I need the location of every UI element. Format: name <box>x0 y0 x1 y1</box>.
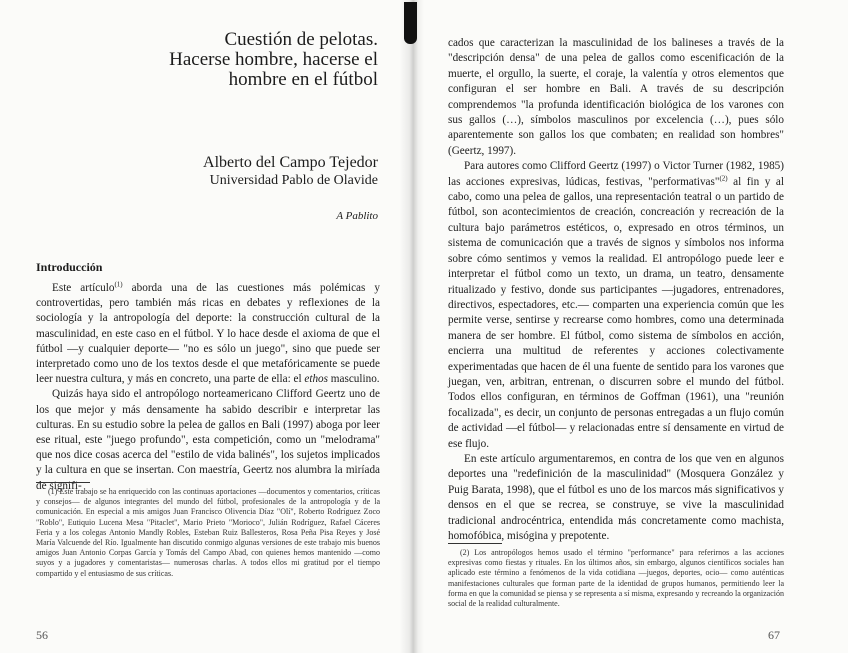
footnote-ref: (2) <box>719 173 728 182</box>
dedication: A Pablito <box>336 210 378 222</box>
footnote-text: (2) Los antropólogos hemos usado el término "performance" para referirnos a las acciones expresivas como fiestas y rituales. En los últimos años, sin embargo, algunos científicos sociales han aplicado este término a fenómenos de la vida cotidiana —juegos, deportes, ocio— como auténticas manifestaciones culturales que forman parte de la identidad de grupos humanos, permitiendo leer la forma en que la comunidad se piensa y se representa a sí misma, expresando y recreando la organización social de la realidad culturalmente. <box>448 548 784 609</box>
footnote <box>448 548 784 609</box>
paragraph-text: Este artículo <box>52 282 115 294</box>
page-number: 67 <box>768 628 780 642</box>
footnote-rule <box>448 543 502 544</box>
paragraph-text: masculino. <box>328 373 380 386</box>
paragraph: Quizás haya sido el antropólogo norteamericano Clifford Geertz uno de los que mejor y más densamente ha sabido describir e interpretar las culturas. En su estudio sobre la pelea de gallos en Bali (1997) aboga por leer ese ritual, este "juego profundo", esta competición, como un "melodrama" que nos dice cosas acerca del "estilo de vida balinés", los sujetos implicados y la cultura en que se insertan. Con maestría, Geertz nos alumbra la miríada de signifi- <box>36 388 380 492</box>
title-line-1: Cuestión de pelotas. <box>224 29 378 50</box>
right-body-text <box>448 36 784 544</box>
footnote-text: (1) Este trabajo se ha enriquecido con las continuas aportaciones —documentos y comentarios, críticas y consejos— de algunos integrantes del mundo del fútbol, profesionales de la antropología y de la comunicación. En especial a mis amigos Juan Francisco Olivencia Díaz "Olí", Roberto Rodríguez Zoco "Roblo", Eutiquio Lucena Mesa "Pitaclet", Mario Prieto "Morioco", Julián Rodríguez, Rafael Cáceres Feria y a los colegas Antonio Mandly Robles, Esteban Ruiz Ballesteros, Rosa Peña Pisa Reyes y José María Valcuende del Río. Igualmente han discutido conmigo algunas versiones de este trabajo mis buenos amigos Juan Antonio Corpas García y Tomás del Campo Abad, con quienes hemos mantenido —como suyos y a jugadores y comentaristas— numerosas charlas. A todos ellos mi gratitud por el tiempo compartido y el entusiasmo de sus críticas. <box>36 487 380 578</box>
emphasis-text: ethos <box>304 373 328 386</box>
title-line-3: hombre en el fútbol <box>228 69 378 90</box>
byline <box>150 154 378 189</box>
left-page <box>0 0 410 653</box>
paragraph: cados que caracterizan la masculinidad de los balineses a través de la "descripción densa" de una pelea de gallos como escenificación de la muerte, el orgullo, la suerte, el coraje, la valentía y otros elementos que configuran el ser hombre en Bali. A través de su descripción comprendemos "la profunda identificación biológica de los varones con sus gallos (…), símbolos masculinos por excelencia (…), pues sólo aparentemente son gallos los que combaten; en realidad son hombres" (Geertz, 1997). <box>448 37 784 157</box>
paragraph <box>448 159 784 452</box>
paragraph-text: Para autores como Clifford Geertz (1997) o Victor Turner (1982, 1985) las acciones expresivas, lúdicas, festivas, "performativas" <box>448 160 784 188</box>
section-heading: Introducción <box>36 260 103 274</box>
footnote <box>36 487 380 579</box>
footnote-ref: (1) <box>114 280 123 289</box>
author-name: Alberto del Campo Tejedor <box>203 154 378 171</box>
author-affiliation: Universidad Pablo de Olavide <box>209 173 378 188</box>
title-line-2: Hacerse hombre, hacerse el <box>169 49 378 70</box>
paragraph-text: aborda una de las cuestiones más polémicas y controvertidas, pero también más ricas en debates y reflexiones de la sociología y la antropología del deporte: la construcción cultural de la masculinidad, en este caso en el fútbol. Y lo hace desde el axioma de que el fútbol —y cualquier deporte— "no es sólo un juego", sino que puede ser interpretado como uno de los textos desde el que metafóricamente se puede leer nuestra cultura, y más en concreto, una parte de ella: el <box>36 282 380 386</box>
paragraph: En este artículo argumentaremos, en contra de los que ven en algunos deportes una "redefinición de la masculinidad" (Mosquera González y Puig Barata, 1998), que el fútbol es uno de los marcos más significativos y densos en el que se recrea, se construye, se vive la masculinidad tradicional androcéntrica, entendida más concretamente como machista, homofóbica, misógina y prepotente. <box>448 452 784 542</box>
article-title <box>150 30 378 90</box>
paragraph <box>36 281 380 387</box>
footnote-rule <box>36 482 90 483</box>
left-body-text <box>36 281 380 494</box>
paragraph-text: al fin y al cabo, como una pelea de gallos, una representación teatral o un partido de fútbol, son acontecimientos de creación, concreación y recreación de la cultura bajo parámetros estéticos, o, expresado en otros términos, un sistema de comunicación que a través de signos y símbolos nos informa sobre cómo sentimos y vemos la realidad. El antropólogo puede leer e interpretar el fútbol como un texto, un drama, un teatro, densamente ritualizado y festivo, donde sus participantes —jugadores, entrenadores, directivos, espectadores, etc.— comparten una experiencia común que les permite verse, sentirse y recrearse como hombres, como una determinada manera de ser hombre. El fútbol, como sistema de símbolos en acción, encierra una multitud de referentes y acciones colectivamente experimentadas que hacen de él una fuente de sentido para los varones que juegan, ven, arbitran, entrenan, o discurren sobre el mundo del fútbol. Todos ellos configuran, en términos de Goffman (1961), una "reunión focalizada", es decir, un conjunto de personas entregadas a un flujo común de actividad —el fútbol— y relacionadas entre sí densamente en virtud de ese flujo. <box>448 175 784 450</box>
page-number: 56 <box>36 628 48 642</box>
